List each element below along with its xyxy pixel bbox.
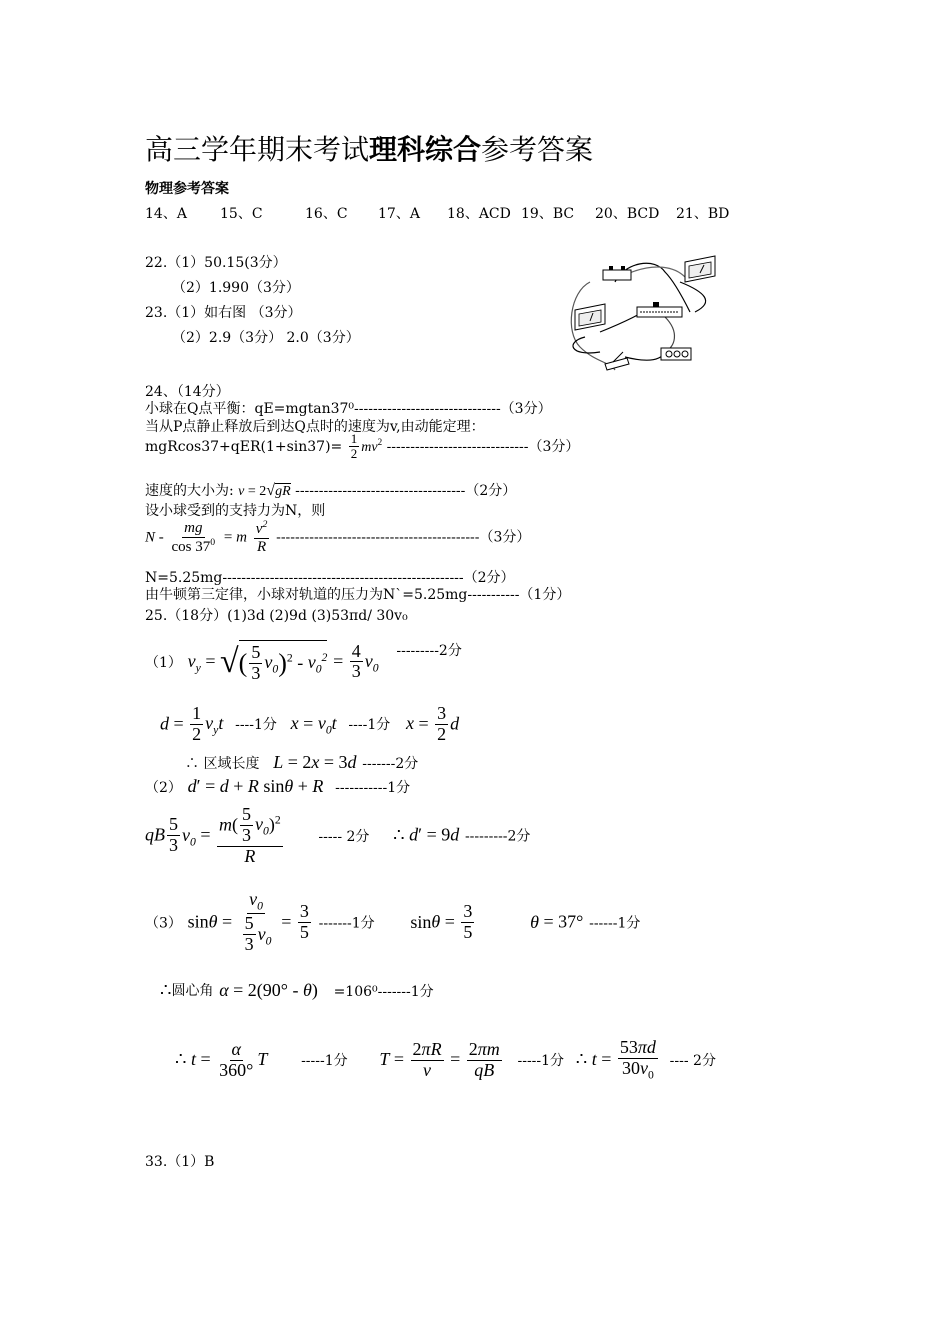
q24-energy-lhs: mgRcos37+qER(1+sin37)= — [145, 438, 343, 455]
ammeter-left — [575, 304, 605, 330]
q24-line5: 设小球受到的支持力为N，则 — [145, 503, 326, 519]
formula-frac: $\frac{mg}{\cos 37^0}$ — [171, 520, 216, 555]
q25-sin-equation: （3） sinθ = $v_0$ $\frac{5}{3}$ $v_0$ = $\frac{3}{5}$ -------1分 sinθ = $\frac{3}{5}$ θ = 37° ------1分 — [145, 889, 641, 955]
mc-answer: 17、A — [378, 206, 420, 222]
q25-region-line: ∴ 区域长度 L = 2x = 3d -------2分 — [185, 752, 419, 772]
q24-force-score: -------------------------------------------（3分） — [276, 529, 531, 546]
title-emphasis: 理科综合 — [369, 133, 482, 166]
switch — [605, 352, 629, 370]
q25-d-equation: d = $\frac{1}{2}$ $v_yt$ ----1分 $x = v_0t$ ----1分 x = $\frac{3}{2}$ d — [160, 703, 460, 744]
q24-heading: 24、（14分） — [145, 384, 230, 400]
mc-answer: 21、BD — [676, 206, 730, 222]
formula-half: $\frac{1}{2}$ — [350, 431, 358, 462]
q25-force-balance: qB $\frac{5}{3}$ $v_0$ = m( $\frac{5}{3}$ $v_0)^2$ R ----- 2分 ∴ d′ = 9d ---------2分 — [145, 804, 531, 866]
page-title — [145, 128, 593, 168]
q25-time-equation: ∴ t = $\frac{\alpha}{360^\circ}$ T -----1分 T = $\frac{2\pi R}{v}$ = $\frac{2\pi m}{qB}$ -----1分 ∴ t = $\frac{53\pi d}{30v_0}$ ---- 2分 — [175, 1037, 716, 1082]
q24-line1: 小球在Q点平衡：qE=mgtan37⁰-------------------------------（3分） — [145, 401, 552, 417]
q24-force-equation: N - $\frac{mg}{\cos 37^0}$ = m $\frac{v^2}{R}$ -------------------------------------------（3分） — [145, 519, 531, 555]
q33-line: 33.（1）B — [145, 1154, 215, 1170]
circuit-diagram — [565, 252, 730, 374]
formula-frac: $\frac{v^2}{R}$ — [255, 519, 268, 555]
q24-line8: 由牛顿第三定律，小球对轨道的压力为N`=5.25mg-----------（1分） — [145, 587, 571, 603]
q24-speed-score: ------------------------------------（2分） — [295, 483, 517, 499]
battery-top — [603, 266, 631, 280]
q24-line2: 当从P点静止释放后到达Q点时的速度为v,由动能定理： — [145, 419, 485, 435]
q25-angle-equation: ∴$^{圆心角}$ α = 2(90° - θ) =106⁰-------1分 — [160, 980, 434, 1000]
mc-answer: 14、A — [145, 206, 187, 222]
mc-answer: 18、ACD — [447, 206, 511, 222]
q23-line2: （2）2.9（3分） 2.0（3分） — [172, 330, 360, 346]
mc-answer: 16、C — [305, 206, 348, 222]
q25-heading: 25.（18分）(1)3d (2)9d (3)53πd/ 30v₀ — [145, 608, 408, 624]
q24-energy-score: ------------------------------（3分） — [386, 438, 580, 455]
rheostat — [637, 302, 682, 317]
q24-energy-equation: mgRcos37+qER(1+sin37)= $\frac{1}{2}$ $mv^2$ ------------------------------（3分） — [145, 431, 580, 462]
q22-line1: 22.（1）50.15(3分） — [145, 255, 287, 271]
mc-answer: 19、BC — [521, 206, 575, 222]
mc-answer: 15、C — [220, 206, 263, 222]
mc-answer: 20、BCD — [595, 206, 660, 222]
section-heading: 物理参考答案 — [145, 181, 229, 197]
battery-bottom — [661, 348, 691, 360]
title-part1: 高三学年期末考试 — [145, 133, 370, 166]
q22-line2: （2）1.990（3分） — [172, 280, 300, 296]
q25-d-prime-equation: （2） d′ = d + R sinθ + R -----------1分 — [145, 776, 411, 796]
q23-line1: 23.（1）如右图 （3分） — [145, 305, 302, 321]
q24-speed-label: 速度的大小为: — [145, 483, 234, 499]
q24-line7: N=5.25mg---------------------------------------------------（2分） — [145, 570, 515, 586]
q24-speed-line: 速度的大小为: v = 2√gR ------------------------------------（2分） — [145, 482, 517, 499]
title-part2: 参考答案 — [481, 133, 594, 166]
voltmeter-top — [685, 256, 715, 282]
q25-vy-equation: （1） $v_y$ = √( $\frac{5}{3}$ $v_0)^2 - v_0^2$ = $\frac{4}{3}$ $v_0$ $^{---------2分}$ — [145, 640, 462, 683]
